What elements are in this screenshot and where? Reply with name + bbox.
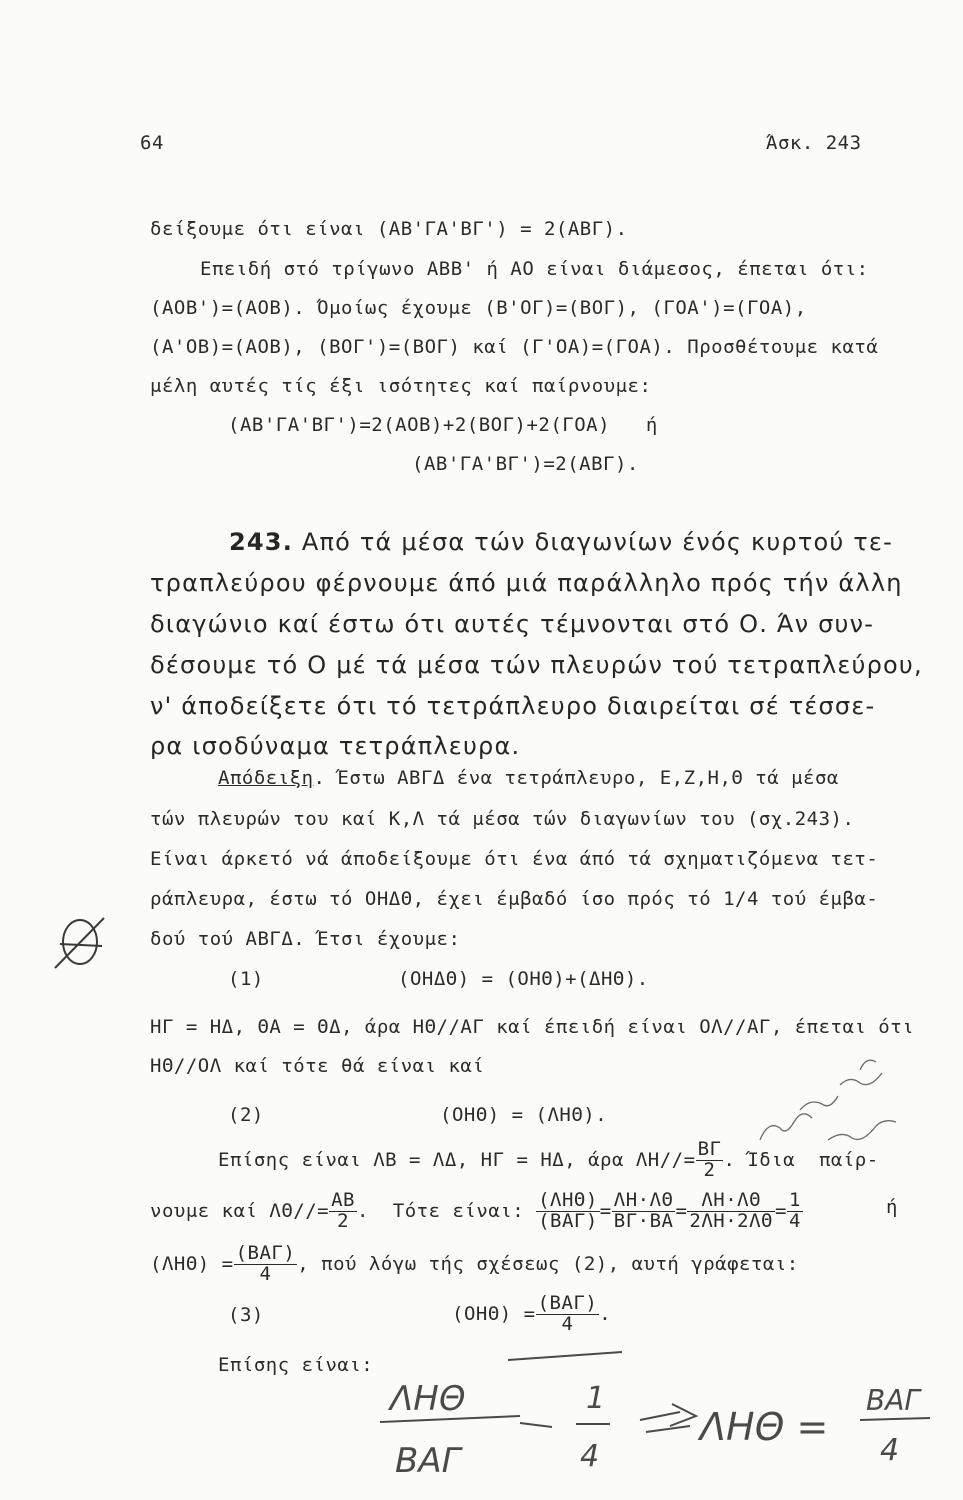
denominator: 2ΛΗ·2ΛΘ [689, 1209, 773, 1232]
text-line: ΗΘ//ΟΛ καί τότε θά είναι καί [150, 1055, 485, 1077]
text-line: τών πλευρών του καί Κ,Λ τά μέσα τών διαγωνίων του (σχ.243). [150, 808, 855, 830]
denominator: 4 [788, 1209, 801, 1232]
text-line: Από τά μέσα τών διαγωνίων ένός κυρτού τε- [293, 528, 893, 556]
text-span: Επίσης είναι ΛΒ = ΛΔ, ΗΓ = ΗΔ, άρα ΛΗ//= [218, 1148, 696, 1171]
text-line: δείξουμε ότι είναι (ΑΒ'ΓΑ'ΒΓ') = 2(ΑΒΓ). [150, 218, 628, 240]
text-span: (ΛΗΘ) = [150, 1252, 234, 1275]
numerator: 1 [788, 1189, 801, 1211]
text-line: ράπλευρα, έστω τό ΟΗΔΘ, έχει έμβαδό ίσο πρός τό 1/4 τού έμβα- [150, 888, 879, 910]
proof-label: Απόδειξη [218, 767, 314, 789]
equation: (ΟΗΔΘ) = (ΟΗΘ)+(ΔΗΘ). [398, 968, 649, 990]
text-span: , πού λόγω τής σχέσεως (2), αυτή γράφεται: [297, 1252, 799, 1275]
equation-tag: (3) [228, 1304, 264, 1326]
text-line: ΗΓ = ΗΔ, ΘΑ = ΘΔ, άρα ΗΘ//ΑΓ καί έπειδή είναι ΟΛ//ΑΓ, έπεται ότι [150, 1016, 915, 1038]
text-span: . [599, 1302, 612, 1325]
numerator: ΒΓ [697, 1138, 722, 1160]
equation-tag: (2) [228, 1104, 264, 1126]
text-line: Επίσης είναι: [218, 1354, 374, 1376]
handwritten-numerator: ΛΗΘ [390, 1379, 466, 1419]
handwritten-denominator: 4 [880, 1433, 900, 1468]
text-line: ρα ισοδύναμα τετράπλευρα. [150, 732, 521, 760]
page-number: 64 [140, 132, 164, 154]
numerator: ΑΒ [331, 1189, 355, 1211]
text-line: ν' άποδείξετε ότι τό τετράπλευρο διαιρείται σέ τέσσε- [150, 692, 876, 720]
equation: (ΑΒ'ΓΑ'ΒΓ')=2(ΑΒΓ). [412, 453, 639, 475]
equation: (ΑΒ'ΓΑ'ΒΓ')=2(ΑΟΒ)+2(ΒΟΓ)+2(ΓΟΑ) ή [228, 414, 658, 436]
ratio-line: νουμε καί ΛΘ//= $\frac{AB}{2}$ . Τότε είναι: $\frac{\text{(ΛΗΘ)}}{\text{(ΒΑΓ)}}$ = $\frac{\Lambda H\cdot\Lambda\Theta}{B\Gamma\cdot BA}$ = $\frac{\Lambda H\cdot\Lambda\Theta}{2\Lambda H\cdot 2\Lambda\Theta}$ = $\frac{1}{4}$ [150, 1189, 801, 1232]
text-span: ή [886, 1196, 898, 1218]
denominator: ΒΓ·ΒΑ [613, 1209, 674, 1232]
scribbled-note [760, 1060, 896, 1140]
denominator: 2 [337, 1209, 350, 1232]
text-span: (ΟΗΘ) = [452, 1302, 536, 1325]
text-line: τραπλεύρου φέρνουμε άπό μιά παράλληλο πρός τήν άλλη [150, 569, 903, 597]
problem-number: 243. [229, 528, 294, 556]
equation: (ΟΗΘ) = (ΛΗΘ). [440, 1104, 608, 1126]
text-line: (Α'ΟΒ)=(ΑΟΒ), (ΒΟΓ')=(ΒΟΓ) καί (Γ'ΟΑ)=(ΓΟΑ). Προσθέτουμε κατά [150, 336, 879, 358]
numerator: (ΒΑΓ) [235, 1242, 296, 1264]
numerator: ΛΗ·ΛΘ [613, 1189, 674, 1211]
handwritten-expression: ΛΗΘ = [700, 1405, 829, 1449]
exercise-reference: Άσκ. 243 [766, 132, 862, 154]
numerator: (ΛΗΘ) [538, 1189, 598, 1211]
text-span: . Τότε είναι: [356, 1199, 525, 1222]
numerator: ΛΗ·ΛΘ [687, 1191, 775, 1212]
denominator: (ΒΑΓ) [538, 1209, 598, 1232]
handwritten-numerator: ΒΑΓ [866, 1384, 920, 1417]
text-line: μέλη αυτές τίς έξι ισότητες καί παίρνουμε: [150, 375, 652, 397]
margin-mark [55, 918, 104, 968]
text-line: Είναι άρκετό νά άποδείξουμε ότι ένα άπό τά σχηματιζόμενα τετ- [150, 848, 879, 870]
text-span: νουμε καί ΛΘ//= [150, 1199, 330, 1222]
handwritten-denominator: ΒΑΓ [395, 1441, 461, 1481]
text-line: . Έστω ΑΒΓΔ ένα τετράπλευρο, Ε,Ζ,Η,Θ τά μέσα [313, 767, 839, 789]
text-line: Επειδή στό τρίγωνο ΑΒΒ' ή ΑΟ είναι διάμεσος, έπεται ότι: [200, 258, 869, 280]
text-line: διαγώνιο καί έστω ότι αυτές τέμνονται στό Ο. Άν συν- [150, 610, 875, 638]
numerator: (ΒΑΓ) [537, 1292, 598, 1314]
denominator: 4 [561, 1312, 574, 1335]
equation-tag: (1) [228, 968, 264, 990]
handwritten-numerator: 1 [586, 1381, 606, 1416]
denominator: 2 [703, 1158, 716, 1181]
text-span: . Ίδια παίρ- [723, 1148, 879, 1171]
text-line: (ΑΟΒ')=(ΑΟΒ). Όμοίως έχουμε (Β'ΟΓ)=(ΒΟΓ), (ΓΟΑ')=(ΓΟΑ), [150, 297, 807, 319]
handwritten-denominator: 4 [580, 1439, 600, 1474]
text-line: δέσουμε τό Ο μέ τά μέσα τών πλευρών τού τετραπλεύρου, [150, 651, 923, 679]
denominator: 4 [259, 1262, 272, 1285]
text-line: δού τού ΑΒΓΔ. Έτσι έχουμε: [150, 928, 461, 950]
